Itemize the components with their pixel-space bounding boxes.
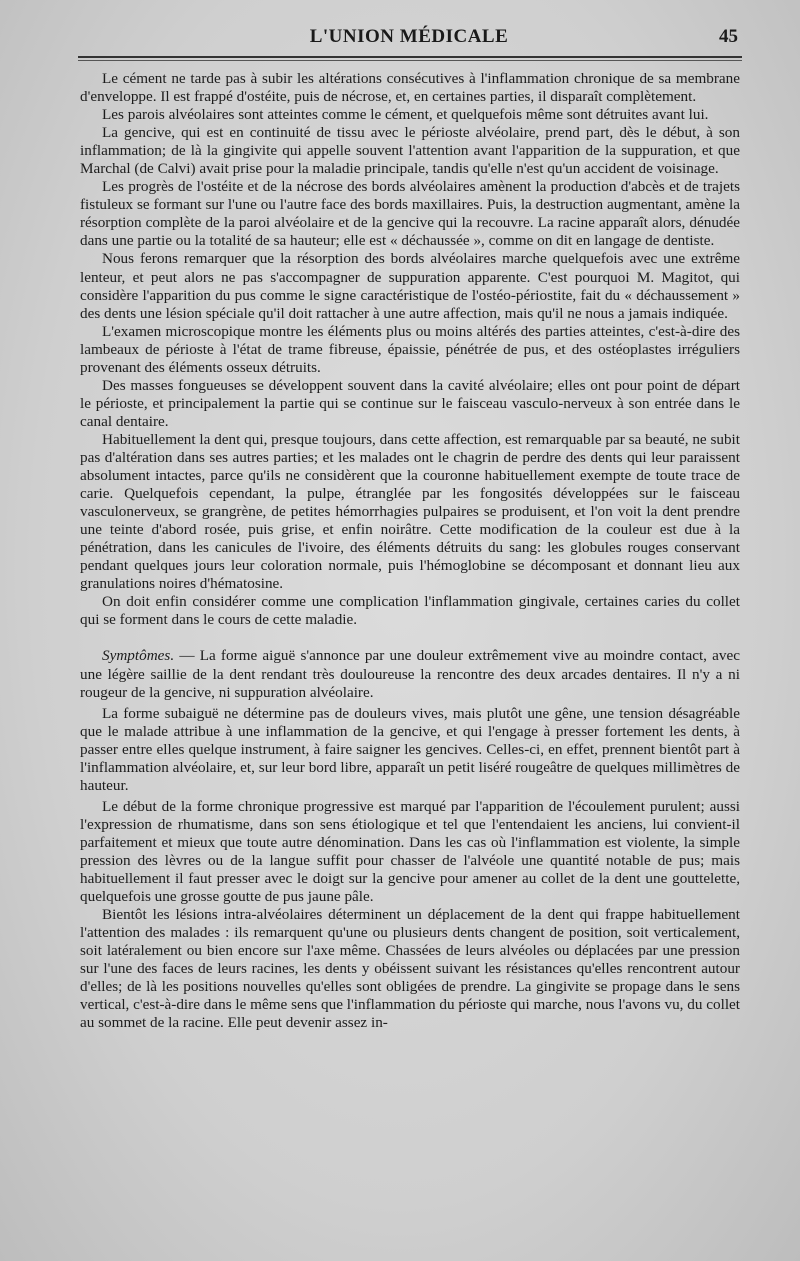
paragraph: Habituellement la dent qui, presque toujours, dans cette affection, est remarquable par sa beauté, ne subit pas d'altération dans ses autres parties; et les malades ont le chagrin de perdre des dents qui leur paraissent absolument intactes, parce qu'ils ne considèrent que la couronne habituellement exempte de toute trace de carie. Quelquefois cependant, la pulpe, étranglée par les fongosités développées sur le faisceau vasculonerveux, se grangrène, de petites hémorrhagies pulpaires se produisent, et l'on voit la dent prendre une teinte d'abord rosée, puis grise, et enfin noirâtre. Cette modification de la couleur est due à la pénétration, dans les canicules de l'ivoire, des éléments détruits du sang: les globules rouges conservant pendant quelques jours leur coloration normale, puis l'hémoglobine se décomposant et donnant lieu aux granulations noires d'hématosine. (80, 430, 740, 593)
paragraph: Le début de la forme chronique progressive est marqué par l'apparition de l'écoulement purulent; aussi l'expression de rhumatisme, dans son sens étiologique et tel que l'entendaient les anciens, lui convient-il parfaitement et mieux que toute autre dénomination. Dans les cas où l'inflammation est violente, la simple pression des lèvres ou de la langue suffit pour chasser de l'alvéole une quantité notable de pus; mais habituellement il faut presser avec le doigt sur la gencive pour amener au collet de la dent une gouttelette, quelquefois une grosse goutte de pus jaune pâle. (80, 797, 740, 906)
header-rule (78, 56, 742, 58)
paragraph: On doit enfin considérer comme une complication l'inflammation gingivale, certaines caries du collet qui se forment dans le cours de cette maladie. (80, 593, 740, 629)
paragraph: Bientôt les lésions intra-alvéolaires déterminent un déplacement de la dent qui frappe habituellement l'attention des malades : ils remarquent qu'une ou plusieurs dents changent de position, soit verticalement, soit latéralement ou bien encore sur l'axe même. Chassées de leurs alvéoles ou déplacées par une pression sur l'une des faces de leurs racines, les dents y obéissent suivant les résistances qu'elles rencontrent autour d'elles; de là les positions nouvelles qu'elles sont obligées de prendre. La gingivite se propage dans le sens vertical, c'est-à-dire dans le même sens que l'inflammation du périoste qui marche, nous l'avons vu, du collet au sommet de la racine. Elle peut devenir assez in- (80, 906, 740, 1032)
paragraph: Les parois alvéolaires sont atteintes comme le cément, et quelquefois même sont détruites avant lui. (102, 106, 709, 124)
symptoms-lead: — La forme aiguë s'annonce par une douleur extrêmement vive au moindre contact, avec une légère saillie de la dent rendant très douloureuse la rencontre des deux arcades dentaires. Il n'y a ni rougeur de la gencive, ni suppuration alvéolaire. (80, 647, 740, 701)
paragraph: Les progrès de l'ostéite et de la nécrose des bords alvéolaires amènent la production d'abcès et de trajets fistuleux se formant sur l'une ou l'autre face des bords maxillaires. Puis, la destruction augmentant, amène la résorption complète de la paroi alvéolaire et de la gencive qui la recouvre. La racine apparaît alors, dénudée dans une partie ou la totalité de sa hauteur; elle est « déchaussée », comme on dit en langage de dentiste. (80, 178, 740, 250)
paragraph: Le cément ne tarde pas à subir les altérations consécutives à l'inflammation chronique de sa membrane d'enveloppe. Il est frappé d'ostéite, puis de nécrose, et, en certaines parties, il disparaît complètement. (80, 70, 740, 106)
paragraph: La forme subaiguë ne détermine pas de douleurs vives, mais plutôt une gêne, une tension désagréable que le malade attribue à une inflammation de la gencive, et qui l'engage à presser fortement les dents, à passer entre elles quelque instrument, à faire saigner les gencives. Celles-ci, en effet, prennent bientôt part à l'inflammation alvéolaire, et, sur leur bord libre, apparaît un petit liséré rougeâtre de quelques millimètres de hauteur. (80, 704, 740, 794)
paragraph: Des masses fongueuses se développent souvent dans la cavité alvéolaire; elles ont pour point de départ le périoste, et principalement la partie qui se continue sur le faisceau vasculo-nerveux à son entrée dans le canal dentaire. (80, 376, 740, 430)
article-body (80, 70, 740, 1032)
running-title: L'UNION MÉDICALE (309, 26, 509, 47)
paragraph: L'examen microscopique montre les éléments plus ou moins altérés des parties atteintes, c'est-à-dire des lambeaux de périoste à l'état de trame fibreuse, épaissie, pénétrée de pus, et des ostéoplastes irréguliers provenant des éléments osseux détruits. (80, 322, 740, 376)
symptoms-paragraph (80, 647, 740, 701)
paragraph: La gencive, qui est en continuité de tissu avec le périoste alvéolaire, prend part, dès le début, à son inflammation; de là la gingivite qui appelle souvent l'attention avant l'apparition de la suppuration, et que Marchal (de Calvi) avait prise pour la maladie principale, tandis qu'elle n'est qu'un accident de voisinage. (80, 124, 740, 178)
header-rule-thin (78, 60, 742, 61)
page-header (80, 24, 738, 52)
paragraph: Nous ferons remarquer que la résorption des bords alvéolaires marche quelquefois avec une extrême lenteur, et peut alors ne pas s'accompagner de suppuration apparente. C'est pourquoi M. Magitot, qui considère l'apparition du pus comme le signe caractéristique de l'ostéo-périostite, fait du « déchaussement » des dents une lésion spéciale qu'il doit rattacher à une autre affection, mais qu'il ne nous a jamais indiquée. (80, 250, 740, 322)
section-title-symptoms: Symptômes. (102, 647, 175, 665)
page-number: 45 (719, 26, 738, 47)
